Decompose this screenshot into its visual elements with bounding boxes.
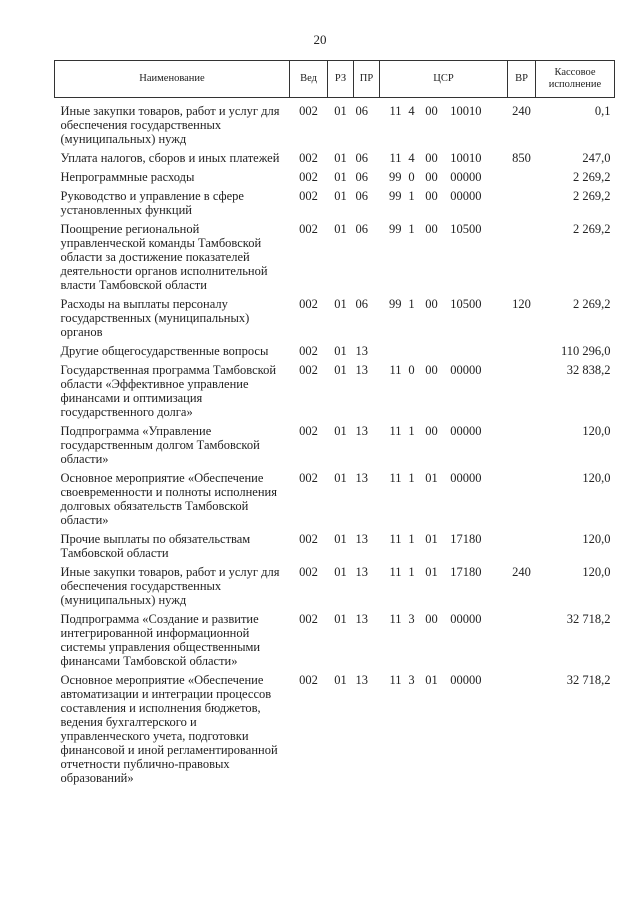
csr-event: 00: [425, 189, 438, 203]
csr-subprogram: 3: [408, 673, 415, 687]
row-vr: 240: [512, 104, 531, 118]
csr-program: 11: [389, 424, 402, 438]
row-csr: [380, 189, 508, 222]
row-vr: [508, 189, 536, 222]
row-vr: [508, 363, 536, 424]
table-row: [55, 532, 615, 565]
csr-subprogram: 3: [408, 612, 415, 626]
row-rz: 01: [334, 471, 347, 485]
row-sum: 120,0: [582, 565, 611, 579]
csr-direction: 10500: [450, 297, 482, 311]
header-csr: ЦСР: [380, 61, 508, 98]
row-vr: 240: [512, 565, 531, 579]
row-ved: 002: [299, 297, 318, 311]
csr-subprogram: 1: [408, 565, 415, 579]
row-pr: 13: [355, 363, 368, 377]
row-ved: 002: [299, 424, 318, 438]
csr-direction: 00000: [450, 363, 482, 377]
row-name: Поощрение региональной управленческой команды Тамбовской области за достижение показателей деятельности органов исполнительной власти Тамбовской области: [60, 222, 268, 292]
csr-program: 11: [389, 532, 402, 546]
row-ved: 002: [299, 104, 318, 118]
table-row: [55, 565, 615, 612]
csr-program: 11: [389, 565, 402, 579]
row-sum: 32 718,2: [566, 612, 611, 626]
row-ved: 002: [299, 532, 318, 546]
csr-program: 11: [389, 673, 402, 687]
row-ved: 002: [299, 344, 318, 358]
table-row: [55, 424, 615, 471]
csr-subprogram: 1: [408, 189, 415, 203]
csr-program: 11: [389, 104, 402, 118]
row-rz: 01: [334, 222, 347, 236]
row-ved: 002: [299, 612, 318, 626]
table-row: [55, 297, 615, 344]
csr-subprogram: 0: [408, 170, 415, 184]
row-sum: 2 269,2: [573, 222, 611, 236]
csr-subprogram: 1: [408, 471, 415, 485]
row-name: Уплата налогов, сборов и иных платежей: [60, 151, 280, 165]
row-ved: 002: [299, 363, 318, 377]
row-sum: 32 838,2: [566, 363, 611, 377]
csr-program: 99: [389, 297, 402, 311]
row-name: Непрограммные расходы: [60, 170, 195, 184]
table-row: [55, 673, 615, 790]
row-name: Иные закупки товаров, работ и услуг для обеспечения государственных (муниципальных) нужд: [60, 104, 280, 146]
row-ved: 002: [299, 673, 318, 687]
row-vr: [508, 471, 536, 532]
row-pr: 06: [355, 189, 368, 203]
row-sum: 2 269,2: [573, 297, 611, 311]
csr-subprogram: 1: [408, 222, 415, 236]
table-row: [55, 151, 615, 170]
row-vr: 850: [512, 151, 531, 165]
csr-direction: 00000: [450, 471, 482, 485]
table-row: [55, 98, 615, 152]
csr-event: 00: [425, 104, 438, 118]
row-ved: 002: [299, 471, 318, 485]
row-name: Основное мероприятие «Обеспечение своевременности и полноты исполнения долговых обязательств Тамбовской области»: [60, 471, 277, 527]
table-row: [55, 363, 615, 424]
row-csr: [380, 565, 508, 612]
row-rz: 01: [334, 424, 347, 438]
header-name: Наименование: [55, 61, 290, 98]
csr-program: 11: [389, 151, 402, 165]
header-ved: Вед: [290, 61, 328, 98]
csr-event: 00: [425, 222, 438, 236]
csr-program: 11: [389, 612, 402, 626]
page-number: 20: [313, 32, 327, 47]
csr-direction: 10500: [450, 222, 482, 236]
row-vr: 120: [512, 297, 531, 311]
row-sum: 120,0: [582, 424, 611, 438]
csr-event: 00: [425, 170, 438, 184]
row-ved: 002: [299, 565, 318, 579]
row-sum: 120,0: [582, 532, 611, 546]
row-pr: 13: [355, 344, 368, 358]
row-csr: [380, 151, 508, 170]
row-vr: [508, 222, 536, 297]
row-rz: 01: [334, 170, 347, 184]
csr-event: 01: [425, 532, 438, 546]
row-csr: [380, 363, 508, 424]
csr-program: 11: [389, 471, 402, 485]
row-name: Подпрограмма «Создание и развитие интегрированной информационной системы управления общественными финансами Тамбовской области»: [60, 612, 261, 668]
row-name: Иные закупки товаров, работ и услуг для обеспечения государственных (муниципальных) нужд: [60, 565, 280, 607]
row-csr: [380, 98, 508, 152]
row-csr: [380, 673, 508, 790]
header-rz: РЗ: [328, 61, 354, 98]
csr-direction: 00000: [450, 673, 482, 687]
row-name: Руководство и управление в сфере установленных функций: [60, 189, 244, 217]
csr-subprogram: 1: [408, 424, 415, 438]
csr-direction: 17180: [450, 532, 482, 546]
row-rz: 01: [334, 612, 347, 626]
row-name: Расходы на выплаты персоналу государственных (муниципальных) органов: [60, 297, 250, 339]
row-name: Подпрограмма «Управление государственным долгом Тамбовской области»: [60, 424, 260, 466]
row-ved: 002: [299, 151, 318, 165]
row-sum: 32 718,2: [566, 673, 611, 687]
table-header-row: [55, 61, 615, 98]
row-csr: [380, 170, 508, 189]
header-vr: ВР: [508, 61, 536, 98]
csr-subprogram: 1: [408, 532, 415, 546]
row-vr: [508, 612, 536, 673]
row-name: Основное мероприятие «Обеспечение автоматизации и интеграции процессов составления и исполнения бюджетов, ведения бухгалтерского и управленческого учета, подготовки финансовой и иной регламентированной отчетности публично-правовых образований»: [60, 673, 278, 785]
table-row: [55, 189, 615, 222]
csr-event: 01: [425, 565, 438, 579]
csr-subprogram: 1: [408, 297, 415, 311]
row-rz: 01: [334, 673, 347, 687]
row-rz: 01: [334, 151, 347, 165]
row-name: Государственная программа Тамбовской области «Эффективное управление финансами и оптимизация государственного долга»: [60, 363, 277, 419]
row-ved: 002: [299, 189, 318, 203]
row-name: Другие общегосударственные вопросы: [60, 344, 269, 358]
row-sum: 2 269,2: [573, 189, 611, 203]
csr-event: 00: [425, 612, 438, 626]
row-rz: 01: [334, 189, 347, 203]
table-row: [55, 471, 615, 532]
row-csr: [380, 222, 508, 297]
row-pr: 06: [355, 151, 368, 165]
row-vr: [508, 344, 536, 363]
csr-program: 99: [389, 222, 402, 236]
csr-event: 00: [425, 363, 438, 377]
csr-direction: 10010: [450, 151, 482, 165]
csr-event: 00: [425, 151, 438, 165]
row-pr: 06: [355, 170, 368, 184]
csr-direction: 00000: [450, 170, 482, 184]
csr-event: 01: [425, 471, 438, 485]
row-csr: [380, 532, 508, 565]
row-name: Прочие выплаты по обязательствам Тамбовской области: [60, 532, 251, 560]
row-vr: [508, 673, 536, 790]
csr-subprogram: 4: [408, 104, 415, 118]
table-row: [55, 170, 615, 189]
row-pr: 13: [355, 612, 368, 626]
row-pr: 13: [355, 471, 368, 485]
header-pr: ПР: [354, 61, 380, 98]
budget-table-container: [54, 60, 614, 790]
csr-program: 11: [389, 363, 402, 377]
row-ved: 002: [299, 170, 318, 184]
row-sum: 0,1: [594, 104, 611, 118]
row-csr: [380, 424, 508, 471]
budget-table: [54, 60, 615, 790]
csr-direction: 00000: [450, 612, 482, 626]
table-row: [55, 344, 615, 363]
csr-direction: 17180: [450, 565, 482, 579]
csr-subprogram: 4: [408, 151, 415, 165]
row-pr: 06: [355, 104, 368, 118]
row-sum: 120,0: [582, 471, 611, 485]
row-csr: [380, 344, 508, 363]
row-ved: 002: [299, 222, 318, 236]
row-rz: 01: [334, 297, 347, 311]
row-csr: [380, 612, 508, 673]
row-sum: 110 296,0: [560, 344, 611, 358]
row-rz: 01: [334, 532, 347, 546]
csr-subprogram: 0: [408, 363, 415, 377]
row-sum: 247,0: [582, 151, 611, 165]
row-vr: [508, 424, 536, 471]
row-pr: 13: [355, 673, 368, 687]
row-csr: [380, 297, 508, 344]
row-rz: 01: [334, 344, 347, 358]
row-pr: 13: [355, 532, 368, 546]
csr-program: 99: [389, 170, 402, 184]
row-rz: 01: [334, 363, 347, 377]
row-rz: 01: [334, 104, 347, 118]
row-pr: 06: [355, 222, 368, 236]
row-pr: 13: [355, 424, 368, 438]
row-pr: 13: [355, 565, 368, 579]
row-csr: [380, 471, 508, 532]
csr-event: 01: [425, 673, 438, 687]
csr-program: 99: [389, 189, 402, 203]
table-row: [55, 222, 615, 297]
row-rz: 01: [334, 565, 347, 579]
csr-event: 00: [425, 297, 438, 311]
table-row: [55, 612, 615, 673]
row-vr: [508, 532, 536, 565]
csr-direction: 00000: [450, 189, 482, 203]
csr-event: 00: [425, 424, 438, 438]
row-vr: [508, 170, 536, 189]
csr-direction: 10010: [450, 104, 482, 118]
row-pr: 06: [355, 297, 368, 311]
row-sum: 2 269,2: [573, 170, 611, 184]
header-sum: Кассовое исполнение: [536, 61, 615, 98]
csr-direction: 00000: [450, 424, 482, 438]
